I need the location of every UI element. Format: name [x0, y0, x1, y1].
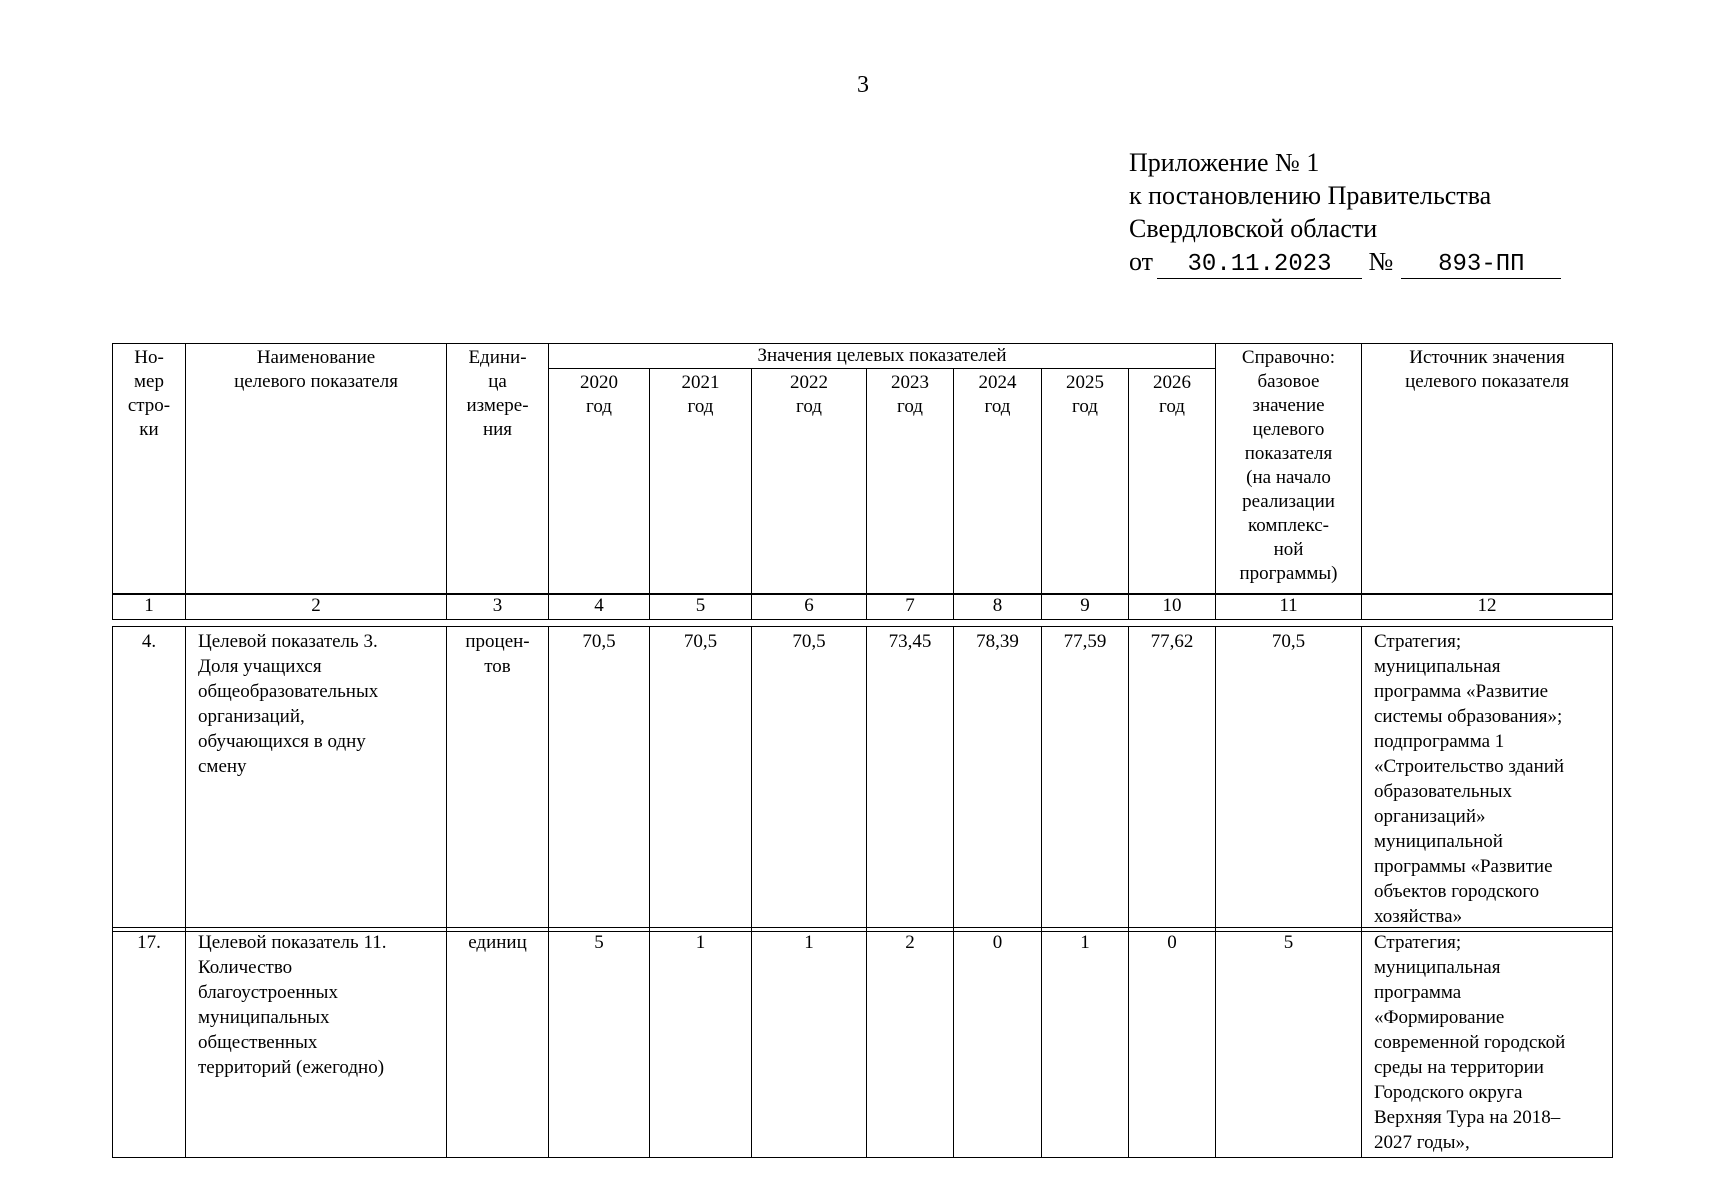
- page-number: 3: [857, 72, 869, 98]
- value-2023: 73,45: [867, 627, 954, 932]
- unit: единиц: [447, 928, 549, 1158]
- column-number: 8: [954, 595, 1042, 620]
- date-prefix: от: [1129, 247, 1154, 276]
- column-number: 9: [1042, 595, 1129, 620]
- header-source: Источник значения целевого показателя: [1362, 344, 1613, 594]
- value-2022: 1: [752, 928, 867, 1158]
- header-year-2026: 2026 год: [1129, 369, 1216, 594]
- indicator-name: Целевой показатель 3. Доля учащихся общеобразовательных организаций, обучающихся в одну смену: [186, 627, 447, 932]
- header-year-2021: 2021 год: [650, 369, 752, 594]
- value-2021: 1: [650, 928, 752, 1158]
- value-2025: 77,59: [1042, 627, 1129, 932]
- column-number: 7: [867, 595, 954, 620]
- header-row-number: Но- мер стро- ки: [113, 344, 186, 594]
- header-year-2024: 2024 год: [954, 369, 1042, 594]
- decree-date: 30.11.2023: [1157, 252, 1362, 279]
- header-reference-base: Справочно: базовое значение целевого показателя (на начало реализации комплекс- ной программы): [1216, 344, 1362, 594]
- header-year-2020: 2020 год: [549, 369, 650, 594]
- appendix-date-line: [1129, 245, 1569, 279]
- value-2026: 77,62: [1129, 627, 1216, 932]
- indicator-name: Целевой показатель 11. Количество благоустроенных муниципальных общественных территорий (ежегодно): [186, 928, 447, 1158]
- column-number: 6: [752, 595, 867, 620]
- base-value: 5: [1216, 928, 1362, 1158]
- value-2026: 0: [1129, 928, 1216, 1158]
- value-2023: 2: [867, 928, 954, 1158]
- appendix-region: Свердловской области: [1129, 214, 1378, 243]
- value-2024: 78,39: [954, 627, 1042, 932]
- value-2021: 70,5: [650, 627, 752, 932]
- column-number: 12: [1362, 595, 1613, 620]
- header-unit: Едини- ца измере- ния: [447, 344, 549, 594]
- indicator-source: Стратегия; муниципальная программа «Развитие системы образования»; подпрограмма 1 «Строительство зданий образовательных организаций» муниципальной программы «Развитие объектов городского хозяйства»: [1362, 627, 1613, 932]
- indicator-source: Стратегия; муниципальная программа «Формирование современной городской среды на территории Городского округа Верхняя Тура на 2018– 2027 годы»,: [1362, 928, 1613, 1158]
- row-number: 17.: [113, 928, 186, 1158]
- value-2024: 0: [954, 928, 1042, 1158]
- column-number: 11: [1216, 595, 1362, 620]
- header-values-group: Значения целевых показателей: [549, 344, 1216, 369]
- header-year-2025: 2025 год: [1042, 369, 1129, 594]
- column-number: 2: [186, 595, 447, 620]
- row-number: 4.: [113, 627, 186, 932]
- column-number: 5: [650, 595, 752, 620]
- column-numbers-row: [112, 594, 1613, 620]
- unit: процен- тов: [447, 627, 549, 932]
- value-2022: 70,5: [752, 627, 867, 932]
- value-2025: 1: [1042, 928, 1129, 1158]
- value-2020: 70,5: [549, 627, 650, 932]
- appendix-decree: к постановлению Правительства: [1129, 181, 1492, 210]
- decree-number: 893-ПП: [1401, 252, 1561, 279]
- number-prefix: №: [1368, 247, 1394, 276]
- column-number: 3: [447, 595, 549, 620]
- value-2020: 5: [549, 928, 650, 1158]
- header-year-2022: 2022 год: [752, 369, 867, 594]
- column-number: 1: [113, 595, 186, 620]
- appendix-header: [1129, 146, 1569, 279]
- table-row: [112, 626, 1613, 932]
- base-value: 70,5: [1216, 627, 1362, 932]
- appendix-title: Приложение № 1: [1129, 148, 1320, 177]
- header-year-2023: 2023 год: [867, 369, 954, 594]
- table-row: [112, 927, 1613, 1158]
- column-number: 4: [549, 595, 650, 620]
- header-indicator-name: Наименование целевого показателя: [186, 344, 447, 594]
- indicators-table-header: [112, 343, 1613, 594]
- column-number: 10: [1129, 595, 1216, 620]
